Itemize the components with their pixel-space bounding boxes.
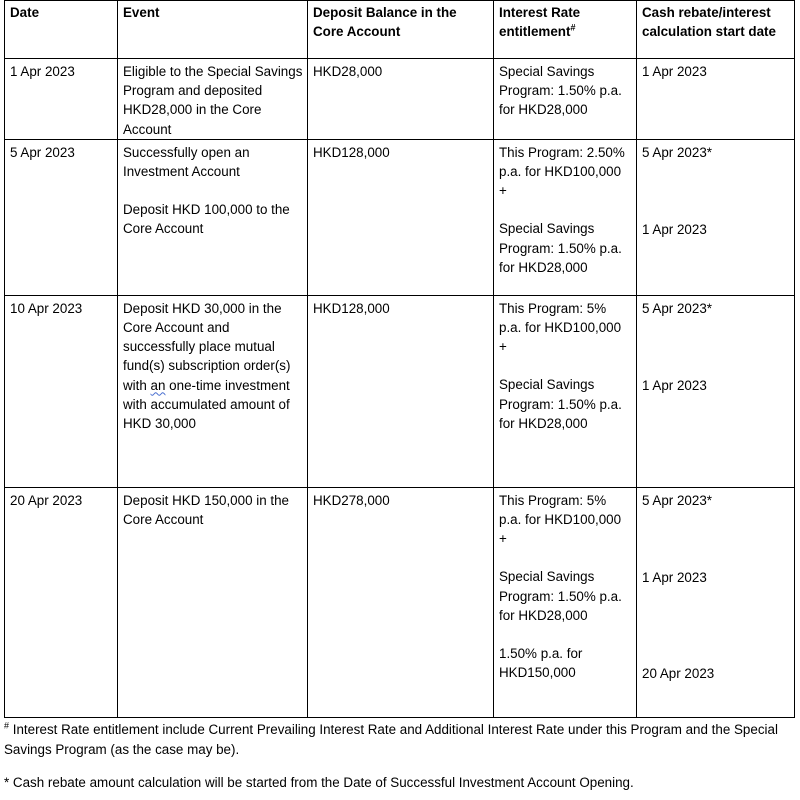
cell-start-date: 1 Apr 2023 (637, 59, 795, 140)
cell-event (118, 295, 308, 487)
header-date: Date (5, 1, 118, 59)
start-date-line: 5 Apr 2023* (642, 300, 712, 316)
cell-date: 20 Apr 2023 (5, 487, 118, 717)
spellcheck-flagged-word: an (150, 377, 166, 393)
interest-schedule-table (4, 0, 795, 718)
cell-rate: Special Savings Program: 1.50% p.a. for HKD28,000 (494, 59, 637, 140)
event-line: Deposit HKD 100,000 to the Core Account (123, 202, 290, 237)
table-row (5, 139, 795, 295)
cell-event: Eligible to the Special Savings Program and deposited HKD28,000 in the Core Account (118, 59, 308, 140)
cell-date: 10 Apr 2023 (5, 295, 118, 487)
cell-start-date (637, 487, 795, 717)
cell-balance: HKD128,000 (308, 295, 494, 487)
header-rate (494, 1, 637, 59)
cell-rate (494, 139, 637, 295)
header-rate-label: Interest Rate entitlement (499, 5, 581, 40)
cell-start-date (637, 295, 795, 487)
footnotes (4, 720, 794, 793)
cell-date: 5 Apr 2023 (5, 139, 118, 295)
footnote-interest-rate (4, 720, 794, 759)
footnote-interest-rate-text: Interest Rate entitlement include Current Prevailing Interest Rate and Additional Interest Rate under this Program and the Special Savings Program (as the case may be). (4, 722, 778, 757)
rate-line: Special Savings Program: 1.50% p.a. for HKD28,000 (499, 221, 622, 275)
rate-line: Special Savings Program: 1.50% p.a. for HKD28,000 (499, 377, 622, 431)
table-header-row (5, 1, 795, 59)
table-row (5, 295, 795, 487)
header-rate-footnote-mark: # (570, 22, 576, 33)
start-date-line: 1 Apr 2023 (642, 222, 707, 238)
cell-balance: HKD128,000 (308, 139, 494, 295)
header-start-date: Cash rebate/interest calculation start date (637, 1, 795, 59)
rate-line: This Program: 5% p.a. for HKD100,000 + (499, 300, 622, 355)
cell-rate (494, 295, 637, 487)
start-date-line: 5 Apr 2023* (642, 144, 712, 160)
cell-balance: HKD278,000 (308, 487, 494, 717)
footnote-cash-rebate: * Cash rebate amount calculation will be started from the Date of Successful Investment Account Opening. (4, 775, 634, 790)
rate-line: This Program: 2.50% p.a. for HKD100,000 + (499, 144, 625, 199)
event-text: one-time investment with accumulated amount of HKD 30,000 (123, 377, 290, 432)
rate-line: This Program: 5% p.a. for HKD100,000 + (499, 492, 622, 547)
cell-event: Deposit HKD 150,000 in the Core Account (118, 487, 308, 717)
start-date-line: 5 Apr 2023* (642, 492, 712, 508)
cell-event (118, 139, 308, 295)
start-date-line: 1 Apr 2023 (642, 570, 707, 586)
header-balance: Deposit Balance in the Core Account (308, 1, 494, 59)
rate-line: Special Savings Program: 1.50% p.a. for HKD28,000 (499, 569, 622, 623)
event-text: Deposit HKD 30,000 in the Core Account and successfully place mutual fund(s) subscription order(s) with (123, 300, 291, 393)
cell-date: 1 Apr 2023 (5, 59, 118, 140)
cell-balance: HKD28,000 (308, 59, 494, 140)
cell-start-date (637, 139, 795, 295)
table-row (5, 59, 795, 140)
rate-line: 1.50% p.a. for HKD150,000 (499, 646, 583, 681)
start-date-line: 20 Apr 2023 (642, 666, 715, 682)
footnote-hash-mark: # (4, 720, 10, 731)
start-date-line: 1 Apr 2023 (642, 378, 707, 394)
header-event: Event (118, 1, 308, 59)
event-line: Successfully open an Investment Account (123, 144, 250, 180)
table-row (5, 487, 795, 717)
cell-rate (494, 487, 637, 717)
